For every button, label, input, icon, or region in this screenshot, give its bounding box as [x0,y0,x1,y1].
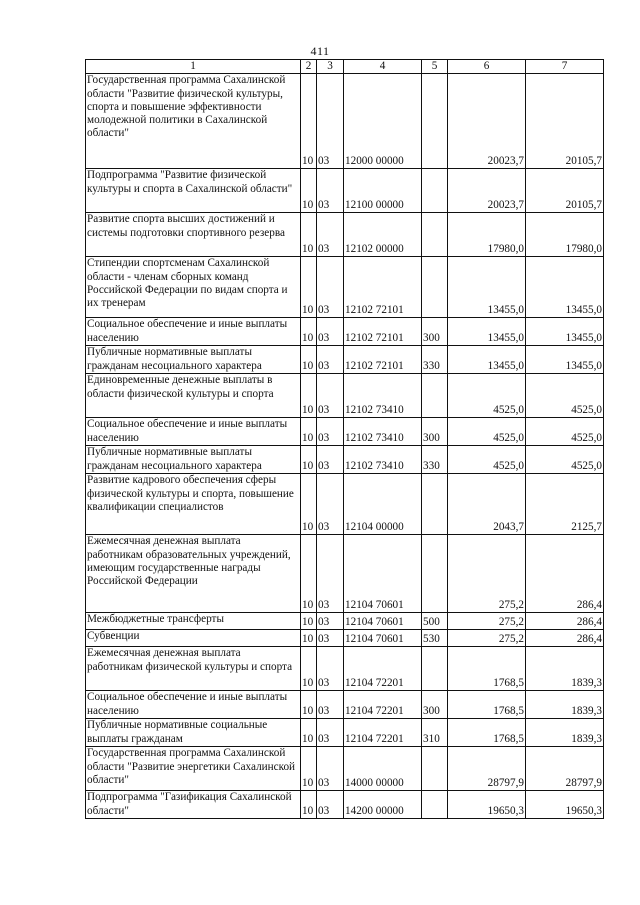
row-amount-year1-cell: 2043,7 [448,474,526,535]
row-amount-year1-cell: 275,2 [448,630,526,647]
row-section-cell: 10 [301,74,317,169]
row-amount-year1-cell: 275,2 [448,613,526,630]
row-name-cell: Государственная программа Сахалинской области "Развитие физической культуры, спорта и повышение эффективности молодежной политики в Сахалинской области" [86,74,301,169]
table-row [86,613,604,630]
row-amount-year2-cell: 286,4 [526,535,604,613]
row-expense-type-cell: 330 [422,446,448,474]
row-section-cell: 10 [301,346,317,374]
row-amount-year1-cell: 275,2 [448,535,526,613]
row-section-cell: 10 [301,747,317,791]
row-target-article-cell: 12102 73410 [344,446,422,474]
row-target-article-cell: 12000 00000 [344,74,422,169]
row-amount-year2-cell: 1839,3 [526,719,604,747]
header-cell: 6 [448,60,526,74]
row-expense-type-cell [422,535,448,613]
row-amount-year2-cell: 286,4 [526,613,604,630]
row-target-article-cell: 12104 70601 [344,613,422,630]
row-amount-year1-cell: 4525,0 [448,446,526,474]
row-target-article-cell: 14200 00000 [344,791,422,819]
row-name-cell: Публичные нормативные выплаты гражданам несоциального характера [86,446,301,474]
table-row [86,535,604,613]
row-amount-year2-cell: 13455,0 [526,257,604,318]
row-amount-year2-cell: 13455,0 [526,318,604,346]
row-name-cell: Ежемесячная денежная выплата работникам физической культуры и спорта [86,647,301,691]
row-section-cell: 10 [301,257,317,318]
row-name-cell: Подпрограмма "Газификация Сахалинской области" [86,791,301,819]
row-section-cell: 10 [301,691,317,719]
table-row [86,169,604,213]
row-expense-type-cell [422,374,448,418]
row-amount-year1-cell: 13455,0 [448,346,526,374]
row-section-cell: 10 [301,630,317,647]
row-section-cell: 10 [301,791,317,819]
row-name-cell: Социальное обеспечение и иные выплаты населению [86,418,301,446]
row-amount-year1-cell: 1768,5 [448,719,526,747]
row-expense-type-cell: 310 [422,719,448,747]
row-expense-type-cell [422,791,448,819]
row-amount-year2-cell: 19650,3 [526,791,604,819]
row-section-cell: 10 [301,474,317,535]
row-section-cell: 10 [301,535,317,613]
row-expense-type-cell [422,74,448,169]
header-cell: 3 [317,60,344,74]
header-cell: 5 [422,60,448,74]
row-amount-year1-cell: 20023,7 [448,169,526,213]
row-amount-year2-cell: 4525,0 [526,374,604,418]
row-amount-year1-cell: 4525,0 [448,374,526,418]
row-target-article-cell: 12104 72201 [344,647,422,691]
table-row [86,691,604,719]
row-section-cell: 10 [301,169,317,213]
row-expense-type-cell: 300 [422,418,448,446]
row-target-article-cell: 14000 00000 [344,747,422,791]
header-cell: 2 [301,60,317,74]
table-row [86,318,604,346]
row-amount-year2-cell: 13455,0 [526,346,604,374]
table-row [86,446,604,474]
row-expense-type-cell [422,257,448,318]
table-row [86,374,604,418]
row-subsection-cell: 03 [317,747,344,791]
header-cell: 7 [526,60,604,74]
row-subsection-cell: 03 [317,169,344,213]
row-name-cell: Публичные нормативные социальные выплаты гражданам [86,719,301,747]
row-target-article-cell: 12102 72101 [344,318,422,346]
row-section-cell: 10 [301,213,317,257]
row-amount-year2-cell: 2125,7 [526,474,604,535]
row-name-cell: Ежемесячная денежная выплата работникам образовательных учреждений, имеющим государственные награды Российской Федерации [86,535,301,613]
row-amount-year2-cell: 1839,3 [526,691,604,719]
row-subsection-cell: 03 [317,418,344,446]
row-expense-type-cell [422,747,448,791]
row-subsection-cell: 03 [317,446,344,474]
row-target-article-cell: 12102 72101 [344,257,422,318]
row-name-cell: Единовременные денежные выплаты в области физической культуры и спорта [86,374,301,418]
table-row [86,74,604,169]
header-cell: 1 [86,60,301,74]
row-amount-year1-cell: 13455,0 [448,318,526,346]
row-target-article-cell: 12104 72201 [344,691,422,719]
row-section-cell: 10 [301,374,317,418]
row-target-article-cell: 12104 00000 [344,474,422,535]
row-subsection-cell: 03 [317,791,344,819]
row-expense-type-cell [422,647,448,691]
page-number: 411 [310,44,330,58]
row-target-article-cell: 12102 72101 [344,346,422,374]
row-amount-year1-cell: 17980,0 [448,213,526,257]
row-subsection-cell: 03 [317,346,344,374]
row-subsection-cell: 03 [317,535,344,613]
budget-table [85,59,604,819]
row-subsection-cell: 03 [317,318,344,346]
table-row [86,257,604,318]
row-expense-type-cell [422,474,448,535]
row-amount-year1-cell: 4525,0 [448,418,526,446]
row-amount-year1-cell: 28797,9 [448,747,526,791]
row-amount-year2-cell: 28797,9 [526,747,604,791]
row-section-cell: 10 [301,318,317,346]
row-amount-year2-cell: 17980,0 [526,213,604,257]
header-row [86,60,604,74]
row-amount-year2-cell: 20105,7 [526,169,604,213]
row-name-cell: Подпрограмма "Развитие физической культуры и спорта в Сахалинской области" [86,169,301,213]
row-expense-type-cell: 300 [422,691,448,719]
row-subsection-cell: 03 [317,691,344,719]
row-target-article-cell: 12102 73410 [344,418,422,446]
row-subsection-cell: 03 [317,374,344,418]
row-expense-type-cell: 300 [422,318,448,346]
row-subsection-cell: 03 [317,613,344,630]
row-expense-type-cell: 530 [422,630,448,647]
row-amount-year1-cell: 13455,0 [448,257,526,318]
table-row [86,747,604,791]
table-row [86,647,604,691]
row-amount-year1-cell: 19650,3 [448,791,526,819]
row-subsection-cell: 03 [317,719,344,747]
row-amount-year1-cell: 1768,5 [448,691,526,719]
row-section-cell: 10 [301,446,317,474]
table-row [86,418,604,446]
row-amount-year2-cell: 4525,0 [526,446,604,474]
row-target-article-cell: 12104 70601 [344,535,422,613]
row-subsection-cell: 03 [317,257,344,318]
row-target-article-cell: 12100 00000 [344,169,422,213]
row-expense-type-cell [422,169,448,213]
header-cell: 4 [344,60,422,74]
row-section-cell: 10 [301,719,317,747]
row-subsection-cell: 03 [317,474,344,535]
row-name-cell: Развитие кадрового обеспечения сферы физической культуры и спорта, повышение квалификации специалистов [86,474,301,535]
row-target-article-cell: 12102 73410 [344,374,422,418]
row-name-cell: Развитие спорта высших достижений и системы подготовки спортивного резерва [86,213,301,257]
row-section-cell: 10 [301,613,317,630]
row-subsection-cell: 03 [317,647,344,691]
table-row [86,630,604,647]
row-expense-type-cell: 330 [422,346,448,374]
table-row [86,791,604,819]
row-amount-year2-cell: 4525,0 [526,418,604,446]
row-name-cell: Субвенции [86,630,301,647]
row-name-cell: Социальное обеспечение и иные выплаты населению [86,318,301,346]
row-amount-year2-cell: 20105,7 [526,74,604,169]
row-amount-year2-cell: 286,4 [526,630,604,647]
row-expense-type-cell: 500 [422,613,448,630]
row-name-cell: Стипендии спортсменам Сахалинской области - членам сборных команд Российской Федерации по видам спорта и их тренерам [86,257,301,318]
row-expense-type-cell [422,213,448,257]
table-row [86,474,604,535]
row-target-article-cell: 12102 00000 [344,213,422,257]
row-amount-year2-cell: 1839,3 [526,647,604,691]
table-row [86,346,604,374]
row-name-cell: Публичные нормативные выплаты гражданам несоциального характера [86,346,301,374]
row-name-cell: Межбюджетные трансферты [86,613,301,630]
row-amount-year1-cell: 1768,5 [448,647,526,691]
row-section-cell: 10 [301,647,317,691]
row-name-cell: Государственная программа Сахалинской области "Развитие энергетики Сахалинской области" [86,747,301,791]
row-subsection-cell: 03 [317,630,344,647]
row-section-cell: 10 [301,418,317,446]
table-row [86,719,604,747]
table-row [86,213,604,257]
row-target-article-cell: 12104 72201 [344,719,422,747]
row-subsection-cell: 03 [317,213,344,257]
row-target-article-cell: 12104 70601 [344,630,422,647]
row-amount-year1-cell: 20023,7 [448,74,526,169]
row-subsection-cell: 03 [317,74,344,169]
row-name-cell: Социальное обеспечение и иные выплаты населению [86,691,301,719]
